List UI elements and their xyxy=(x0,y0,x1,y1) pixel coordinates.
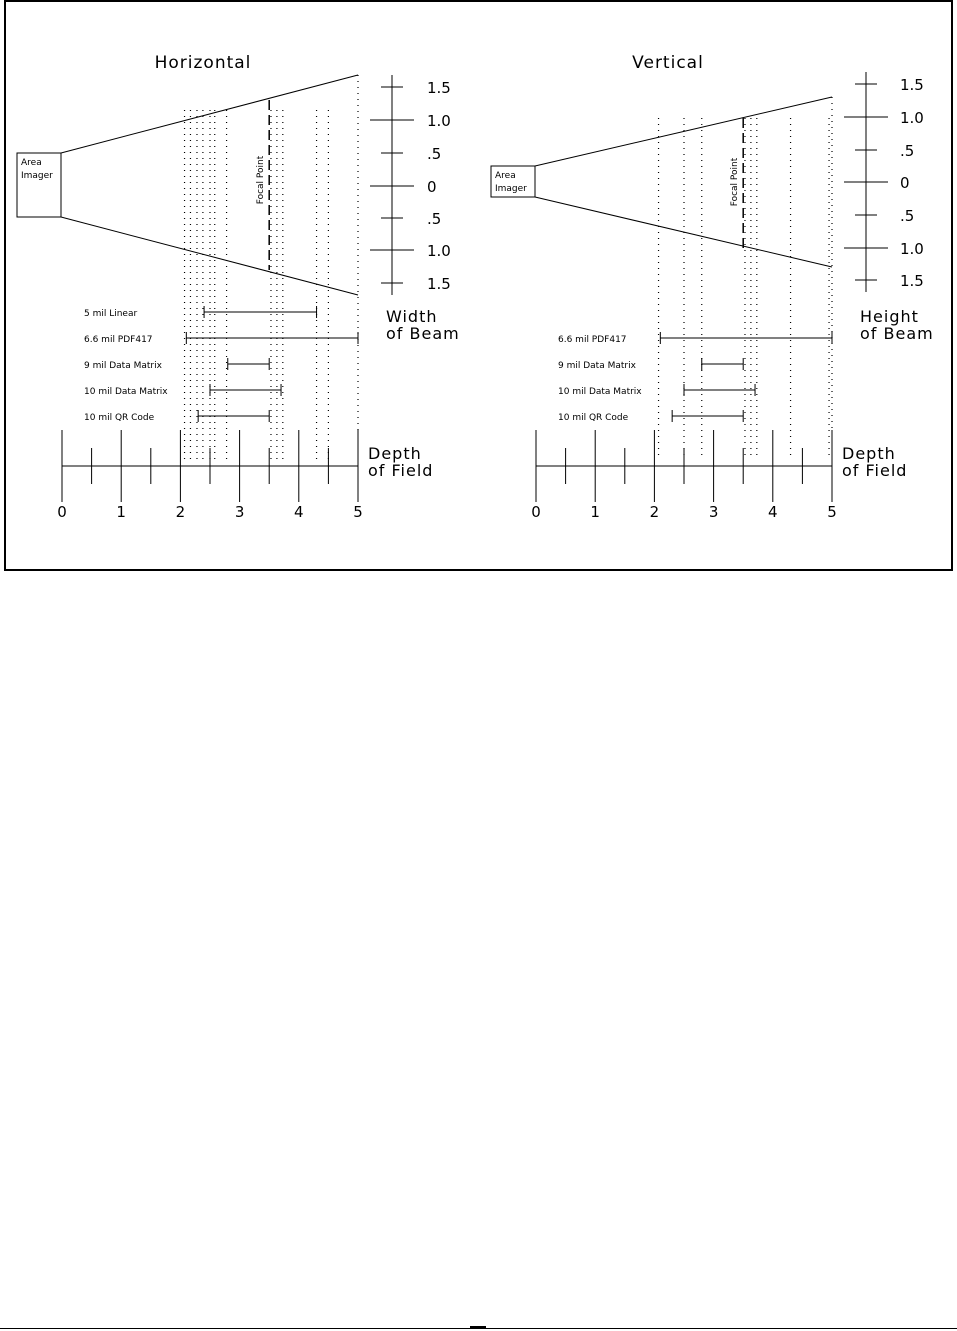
beam-top-edge xyxy=(61,75,358,153)
depth-axis-tick-label: 3 xyxy=(234,503,245,521)
beam-top-edge xyxy=(535,97,832,166)
beam-scale-label: 1.0 xyxy=(900,109,924,127)
horizontal-panel xyxy=(17,53,460,521)
beam-scale-label: .5 xyxy=(900,142,915,160)
depth-axis-tick-label: 2 xyxy=(175,503,186,521)
range-label: 10 mil Data Matrix xyxy=(558,387,642,397)
vertical-panel xyxy=(491,53,934,521)
beam-caption-line2: of Beam xyxy=(386,324,460,343)
beam-scale-label: .5 xyxy=(427,145,442,163)
focal-point-label: Focal Point xyxy=(730,157,741,207)
beam-scale-label: .5 xyxy=(427,210,442,228)
depth-caption-line1: Depth xyxy=(842,444,896,463)
range-label: 10 mil Data Matrix xyxy=(84,387,168,397)
depth-axis-tick-label: 1 xyxy=(590,503,600,521)
range-label: 10 mil QR Code xyxy=(558,413,629,423)
figure-frame xyxy=(5,1,952,570)
depth-axis-tick-label: 5 xyxy=(827,503,837,521)
footer-mark xyxy=(470,1326,486,1329)
beam-caption-line1: Height xyxy=(860,307,919,326)
depth-of-field-figure xyxy=(0,0,957,580)
horizontal-title: Horizontal xyxy=(154,53,252,73)
area-imager-label: Imager xyxy=(495,184,527,194)
depth-axis-tick-label: 2 xyxy=(649,503,660,521)
page-footer xyxy=(0,1310,957,1331)
beam-scale-label: 1.5 xyxy=(427,275,451,293)
beam-scale-label: .5 xyxy=(900,207,915,225)
area-imager-label: Area xyxy=(495,171,516,181)
beam-scale-label: 1.0 xyxy=(427,112,451,130)
beam-scale-label: 0 xyxy=(427,178,437,196)
beam-bottom-edge xyxy=(61,217,358,295)
beam-scale-label: 1.5 xyxy=(900,272,924,290)
range-label: 9 mil Data Matrix xyxy=(84,361,162,371)
depth-axis-tick-label: 0 xyxy=(531,503,541,521)
focal-point-label: Focal Point xyxy=(256,155,267,205)
depth-axis-tick-label: 0 xyxy=(57,503,67,521)
depth-axis-tick-label: 3 xyxy=(708,503,719,521)
depth-axis-tick-label: 1 xyxy=(116,503,126,521)
range-label: 9 mil Data Matrix xyxy=(558,361,636,371)
vertical-title: Vertical xyxy=(632,53,704,73)
depth-caption-line1: Depth xyxy=(368,444,422,463)
depth-axis-tick-label: 4 xyxy=(768,503,778,521)
beam-caption-line2: of Beam xyxy=(860,324,934,343)
beam-caption-line1: Width xyxy=(386,307,438,326)
depth-axis-tick-label: 5 xyxy=(353,503,363,521)
depth-caption-line2: of Field xyxy=(368,461,434,480)
depth-caption-line2: of Field xyxy=(842,461,908,480)
beam-scale-label: 1.0 xyxy=(900,240,924,258)
range-label: 10 mil QR Code xyxy=(84,413,155,423)
beam-scale-label: 0 xyxy=(900,174,910,192)
range-label: 6.6 mil PDF417 xyxy=(558,335,627,345)
beam-scale-label: 1.5 xyxy=(900,76,924,94)
area-imager-label: Imager xyxy=(21,171,53,181)
area-imager-label: Area xyxy=(21,158,42,168)
beam-scale-label: 1.0 xyxy=(427,242,451,260)
range-label: 5 mil Linear xyxy=(84,309,138,319)
depth-axis-tick-label: 4 xyxy=(294,503,304,521)
range-label: 6.6 mil PDF417 xyxy=(84,335,153,345)
beam-scale-label: 1.5 xyxy=(427,79,451,97)
